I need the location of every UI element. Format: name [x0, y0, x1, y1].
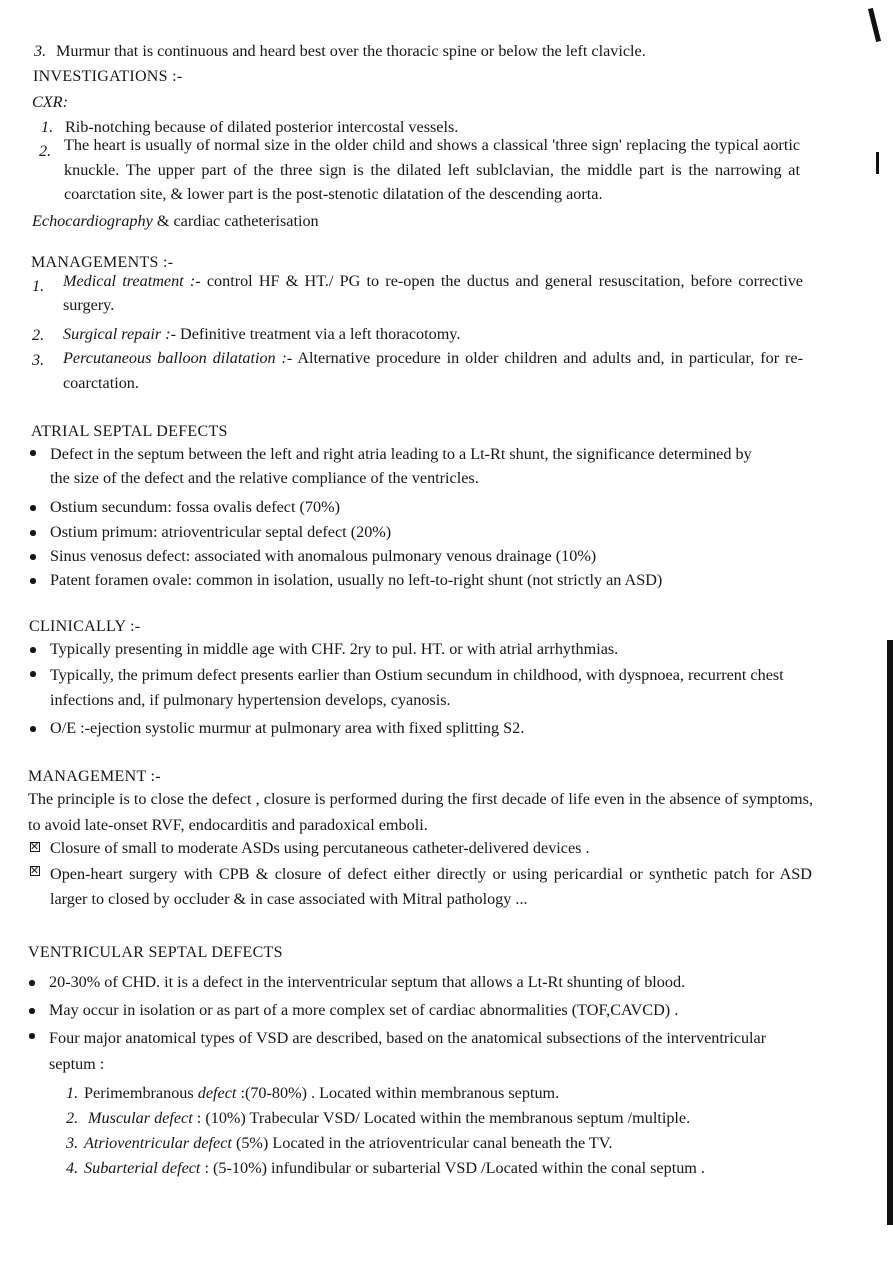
balloon-dilatation-title: Percutaneous balloon dilatation :-: [63, 349, 293, 367]
clinically-bullet-3: O/E :-ejection systolic murmur at pulmonary area with fixed splitting S2.: [50, 718, 524, 739]
vsd-heading: VENTRICULAR SEPTAL DEFECTS: [28, 944, 283, 961]
vsd-type-2-name: Muscular defect: [88, 1109, 193, 1127]
scan-mark-middle: [876, 152, 879, 174]
balloon-dilatation-body: Alternative procedure in older children and adults and, in particular, for re-coarctation.: [63, 349, 803, 392]
vsd-type-2-text: [88, 1108, 690, 1129]
vsd-type-2-number: 2.: [66, 1109, 79, 1127]
surgical-repair-title: Surgical repair :-: [63, 325, 176, 343]
vsd-type-3-text: [84, 1133, 612, 1154]
echocardiography-label: Echocardiography: [32, 212, 153, 230]
medical-treatment-body: control HF & HT./ PG to re-open the ductus and general resuscitation, before corrective surgery.: [63, 272, 803, 314]
management-item-1-text: [63, 269, 803, 317]
vsd-type-1-text: [84, 1083, 559, 1104]
vsd-type-1-number: 1.: [66, 1084, 79, 1102]
scan-mark-top: [868, 8, 881, 42]
asd-bullet-5: Patent foramen ovale: common in isolation, usually no left-to-right shunt (not strictly an ASD): [50, 570, 662, 591]
medical-treatment-title: Medical treatment :-: [63, 272, 201, 290]
asd-heading: ATRIAL SEPTAL DEFECTS: [31, 423, 228, 440]
management-item-2-text: [63, 324, 460, 345]
coarctation-management-heading: MANAGEMENTS :-: [31, 254, 174, 271]
checkbox-x-icon: [30, 866, 40, 876]
asd-management-intro: The principle is to close the defect , closure is performed during the first decade of life even in the absence of symptoms, to avoid late-onset RVF, endocarditis and paradoxical emboli.: [28, 790, 813, 834]
asd-clinically-heading: CLINICALLY :-: [29, 618, 141, 635]
management-item-2-number: 2.: [32, 326, 45, 344]
asd-management-item-1: [50, 838, 590, 859]
cxr-label: CXR:: [32, 93, 68, 111]
clinical-item-3-number: 3.: [34, 42, 47, 60]
vsd-type-4-description: : (5-10%) infundibular or subarterial VSD /Located within the conal septum .: [200, 1159, 705, 1177]
vsd-bullet-1: 20-30% of CHD. it is a defect in the interventricular septum that allows a Lt-Rt shunting of blood.: [49, 972, 819, 993]
other-investigations: [32, 211, 319, 232]
cxr-item-1-number: 1.: [41, 118, 54, 136]
asd-management-item-1-text: Closure of small to moderate ASDs using percutaneous catheter-delivered devices .: [50, 839, 590, 857]
asd-bullet-2: Ostium secundum: fossa ovalis defect (70%): [50, 497, 340, 518]
vsd-type-3-name: Atrioventricular defect: [84, 1134, 232, 1152]
vsd-type-4-name: Subarterial defect: [84, 1159, 201, 1177]
cxr-item-2-text: The heart is usually of normal size in the older child and shows a classical 'three sign' replacing the typical aortic knuckle. The upper part of the three sign is the dilated left sublclavian, the middle part is the narrowing at coarctation site, & lower part is the post-stenotic dilatation of the descending aorta.: [64, 136, 800, 203]
clinically-bullet-1: Typically presenting in middle age with CHF. 2ry to pul. HT. or with atrial arrhythmias.: [50, 639, 618, 660]
vsd-bullet-2: May occur in isolation or as part of a more complex set of cardiac abnormalities (TOF,CAVCD) .: [49, 1000, 678, 1021]
surgical-repair-body: Definitive treatment via a left thoracotomy.: [176, 325, 461, 343]
clinical-item-3-text: Murmur that is continuous and heard best over the thoracic spine or below the left clavicle.: [56, 42, 646, 60]
asd-management-item-2: [50, 862, 812, 912]
checkbox-x-icon: [30, 842, 40, 852]
management-item-3-number: 3.: [32, 351, 45, 369]
asd-bullet-3: Ostium primum: atrioventricular septal defect (20%): [50, 522, 391, 543]
cxr-item-1-text: Rib-notching because of dilated posterior intercostal vessels.: [65, 118, 459, 136]
vsd-type-1-description: :(70-80%) . Located within membranous septum.: [236, 1084, 560, 1102]
management-item-3-text: [63, 346, 803, 396]
clinically-bullet-2: Typically, the primum defect presents earlier than Ostium secundum in childhood, with dyspnoea, recurrent chest infections and, if pulmonary hypertension develops, cyanosis.: [50, 663, 785, 713]
vsd-type-4-number: 4.: [66, 1159, 79, 1177]
management-item-1-number: 1.: [32, 277, 45, 295]
vsd-type-1-name-italic: defect: [197, 1084, 237, 1102]
asd-management-heading: MANAGEMENT :-: [28, 768, 161, 785]
vsd-bullet-3: Four major anatomical types of VSD are described, based on the anatomical subsections of the interventricular septum :: [49, 1025, 771, 1077]
asd-management-item-2-text: Open-heart surgery with CPB & closure of defect either directly or using pericardial or synthetic patch for ASD larger to closed by occluder & in case associated with Mitral pathology ...: [50, 865, 812, 908]
asd-bullet-1: Defect in the septum between the left and right atria leading to a Lt-Rt shunt, the significance determined by the size of the defect and the relative compliance of the ventricles.: [50, 442, 770, 490]
catheterisation-text: & cardiac catheterisation: [152, 212, 319, 230]
vsd-type-4-text: [84, 1158, 705, 1179]
vsd-type-3-description: (5%) Located in the atrioventricular canal beneath the TV.: [231, 1134, 613, 1152]
asd-bullet-4: Sinus venosus defect: associated with anomalous pulmonary venous drainage (10%): [50, 546, 596, 567]
vsd-type-3-number: 3.: [66, 1134, 79, 1152]
investigations-heading: INVESTIGATIONS :-: [33, 68, 183, 85]
cxr-item-2-number: 2.: [39, 142, 52, 160]
vsd-type-2-description: : (10%) Trabecular VSD/ Located within the membranous septum /multiple.: [192, 1109, 691, 1127]
vsd-type-1-name: Perimembranous: [84, 1084, 194, 1102]
scan-edge-bar: [887, 640, 893, 1225]
